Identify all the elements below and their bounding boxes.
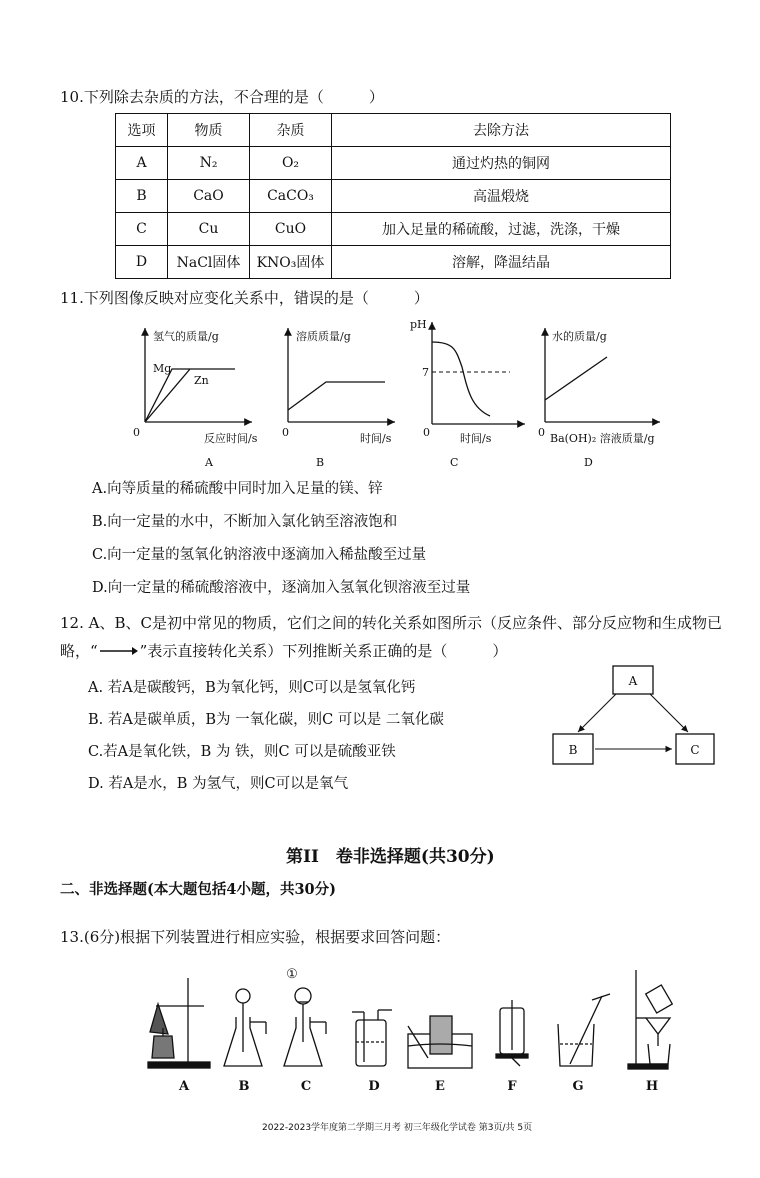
origin-label: 0 (133, 426, 140, 439)
q12-stem-part-b: ”表示直接转化关系）下列推断关系正确的是（ ） (139, 642, 508, 660)
q12-option-d: D. 若A是水，B 为氢气，则C可以是氧气 (88, 776, 349, 792)
table-cell: KNO₃固体 (250, 246, 332, 279)
header-cell: 杂质 (250, 114, 332, 147)
graph-a (133, 328, 258, 469)
table-cell: CaCO₃ (250, 180, 332, 213)
q11-option-d: D.向一定量的稀硫酸溶液中，逐滴加入氢氧化钡溶液至过量 (92, 580, 471, 596)
graph-letter: B (316, 456, 325, 469)
apparatus-label: F (507, 1079, 517, 1094)
q11-option-a: A.向等质量的稀硫酸中同时加入足量的镁、锌 (92, 481, 383, 497)
q12-option-c: C.若A是氧化铁，B 为 铁，则C 可以是硫酸亚铁 (88, 744, 396, 760)
apparatus-e (408, 1016, 472, 1068)
y-label: pH (410, 318, 427, 331)
series-label: Mg (153, 362, 172, 375)
table-row (116, 147, 671, 180)
arrow-a-b (578, 694, 616, 732)
q12-stem-line1: 12. A、B、C是初中常见的物质，它们之间的转化关系如图所示（反应条件、部分反应物和生成物已 (60, 614, 722, 632)
table-cell: 溶解，降温结晶 (332, 246, 671, 279)
box-c-label: C (690, 743, 700, 757)
table-cell: Cu (168, 213, 250, 246)
water-line (545, 357, 607, 400)
apparatus-label: G (572, 1079, 584, 1094)
table-cell: CaO (168, 180, 250, 213)
apparatus-label: A (178, 1079, 190, 1094)
q10-table (115, 113, 671, 279)
origin-label: 0 (423, 426, 430, 439)
table-cell: C (116, 213, 168, 246)
y-label: 氢气的质量/g (153, 330, 219, 343)
tick-label: 7 (422, 366, 429, 379)
apparatus-label: E (435, 1079, 445, 1094)
header-cell: 去除方法 (332, 114, 671, 147)
table-cell: NaCl固体 (168, 246, 250, 279)
q12-option-b: B. 若A是碳单质，B为 一氧化碳，则C 可以是 二氧化碳 (88, 712, 444, 728)
apparatus-b (224, 989, 266, 1066)
table-row (116, 246, 671, 279)
table-cell: CuO (250, 213, 332, 246)
graph-letter: A (205, 456, 213, 469)
arrow-icon (98, 645, 140, 657)
mg-line (145, 369, 235, 422)
apparatus-c (284, 988, 326, 1066)
apparatus-label: H (645, 1079, 659, 1094)
section-title: 第II 卷非选择题(共30分) (286, 847, 495, 867)
series-label: Zn (194, 374, 209, 387)
q12-option-a: A. 若A是碳酸钙，B为氧化钙，则C可以是氢氧化钙 (88, 680, 416, 696)
table-row (116, 180, 671, 213)
apparatus-label: C (300, 1079, 312, 1094)
apparatus-f (496, 1000, 528, 1066)
q11-graphs (120, 312, 680, 472)
apparatus-g (558, 994, 610, 1066)
apparatus-a (148, 978, 210, 1068)
q10-stem: 10.下列除去杂质的方法，不合理的是（ ） (60, 88, 384, 106)
table-cell: 通过灼热的铜网 (332, 147, 671, 180)
graph-b (282, 328, 395, 469)
y-label: 水的质量/g (552, 330, 607, 343)
apparatus-label: D (368, 1079, 380, 1094)
origin-label: 0 (282, 426, 289, 439)
graph-c (410, 318, 525, 469)
arrow-a-c (650, 694, 688, 732)
ph-curve (432, 342, 490, 416)
graph-letter: D (584, 456, 593, 469)
q12-stem-line2 (60, 640, 507, 661)
table-header-row (116, 114, 671, 147)
table-cell: 高温煅烧 (332, 180, 671, 213)
table-cell: 加入足量的稀硫酸，过滤，洗涤，干燥 (332, 213, 671, 246)
table-cell: D (116, 246, 168, 279)
q11-option-c: C.向一定量的氢氧化钠溶液中逐滴加入稀盐酸至过量 (92, 547, 427, 563)
q11-option-b: B.向一定量的水中，不断加入氯化钠至溶液饱和 (92, 514, 398, 530)
section-subtitle: 二、非选择题(本大题包括4小题，共30分) (60, 881, 336, 898)
table-row (116, 213, 671, 246)
graph-d (538, 328, 660, 469)
y-label: 溶质质量/g (296, 330, 351, 343)
box-a-label: A (628, 674, 638, 688)
solute-line (288, 382, 385, 410)
header-cell: 选项 (116, 114, 168, 147)
origin-label: 0 (538, 426, 545, 439)
table-cell: B (116, 180, 168, 213)
q12-stem-part-a: 略，“ (60, 642, 98, 660)
q11-stem: 11.下列图像反映对应变化关系中，错误的是（ ） (60, 289, 429, 307)
table-cell: O₂ (250, 147, 332, 180)
graph-letter: C (450, 456, 459, 469)
x-label: 反应时间/s (204, 432, 258, 445)
header-cell: 物质 (168, 114, 250, 147)
x-label: 时间/s (460, 432, 492, 445)
x-label: Ba(OH)₂ 溶液质量/g (550, 432, 655, 445)
q13-apparatus (140, 962, 700, 1098)
apparatus-d (352, 1010, 392, 1066)
q12-diagram (548, 662, 718, 772)
x-label: 时间/s (360, 432, 392, 445)
table-cell: A (116, 147, 168, 180)
apparatus-label: B (238, 1079, 250, 1094)
page-footer: 2022-2023学年度第二学期三月考 初三年级化学试卷 第3页/共 5页 (262, 1123, 533, 1133)
apparatus-h (628, 970, 672, 1069)
marker-label: ① (286, 967, 298, 982)
q13-stem: 13.(6分)根据下列装置进行相应实验，根据要求回答问题： (60, 928, 451, 946)
table-cell: N₂ (168, 147, 250, 180)
box-b-label: B (568, 743, 578, 757)
